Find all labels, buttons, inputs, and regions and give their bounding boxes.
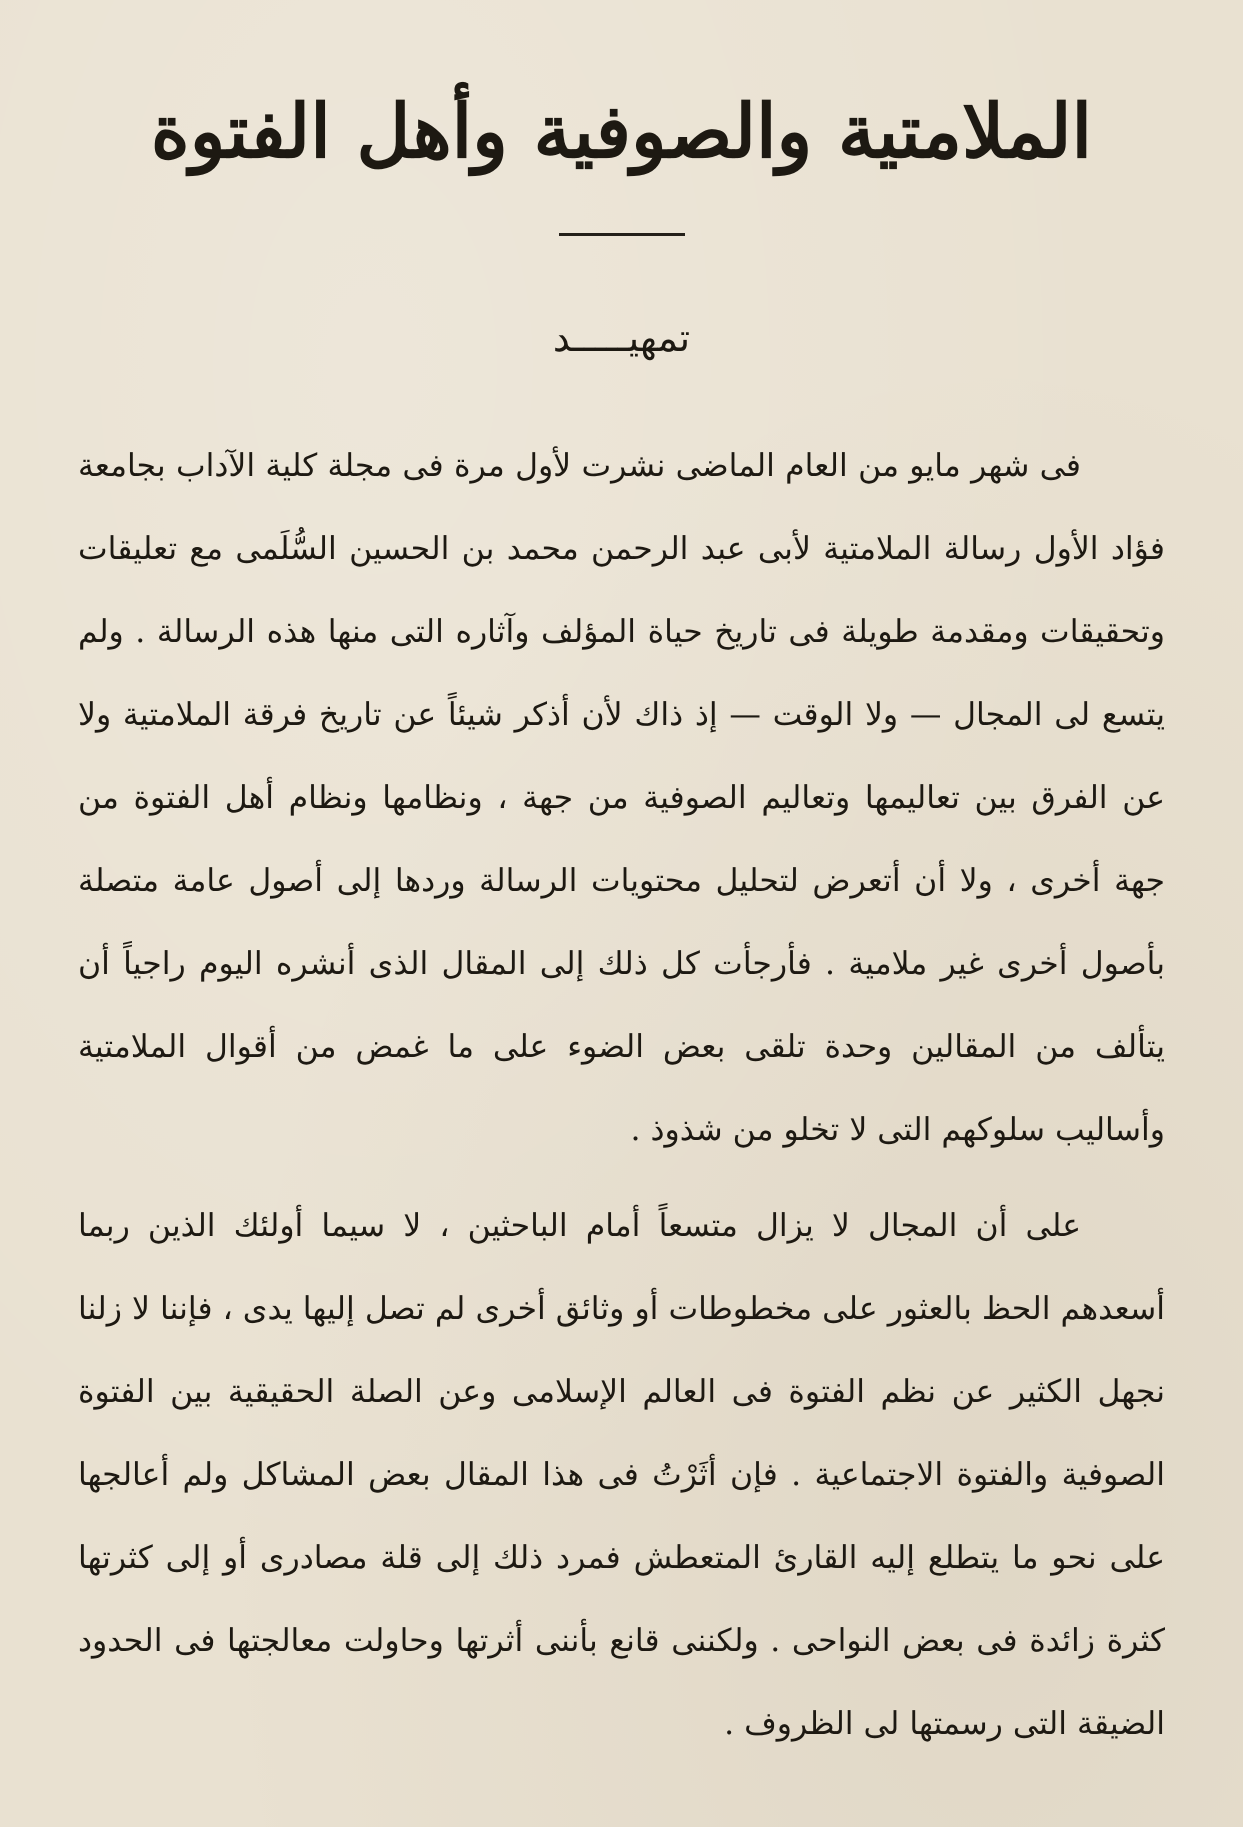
article-title: الملامتية والصوفية وأهل الفتوة bbox=[150, 89, 1093, 175]
paragraph-2: على أن المجال لا يزال متسعاً أمام الباحثين ، لا سيما أولئك الذين ربما أسعدهم الحظ بالعثور على مخطوطات أو وثائق أخرى لم تصل إليها يدى ، فإننا لا زلنا نجهل الكثير عن نظم الفتوة فى العالم الإسلامى وعن الصلة الحقيقية بين الفتوة الصوفية والفتوة الاجتماعية . فإن أثَرْتُ فى هذا المقال بعض المشاكل ولم أعالجها على نحو ما يتطلع إليه القارئ المتعطش فمرد ذلك إلى قلة مصادرى أو إلى كثرتها كثرة زائدة فى بعض النواحى . ولكننى قانع بأننى أثرتها وحاولت معالجتها فى الحدود الضيقة التى رسمتها لى الظروف . bbox=[78, 1208, 1165, 1743]
title-divider bbox=[559, 233, 685, 236]
paragraph-1: فى شهر مايو من العام الماضى نشرت لأول مرة فى مجلة كلية الآداب بجامعة فؤاد الأول رسالة الملامتية لأبى عبد الرحمن محمد بن الحسين السُّلَمى مع تعليقات وتحقيقات ومقدمة طويلة فى تاريخ حياة المؤلف وآثاره التى منها هذه الرسالة . ولم يتسع لى المجال — ولا الوقت — إذ ذاك لأن أذكر شيئاً عن تاريخ فرقة الملامتية ولا عن الفرق بين تعاليمها وتعاليم الصوفية من جهة ، ونظامها ونظام أهل الفتوة من جهة أخرى ، ولا أن أتعرض لتحليل محتويات الرسالة وردها إلى أصول عامة متصلة بأصول أخرى غير ملامية . فأرجأت كل ذلك إلى المقال الذى أنشره اليوم راجياً أن يتألف من المقالين وحدة تلقى بعض الضوء على ما غمض من أقوال الملامتية وأساليب سلوكهم التى لا تخلو من شذوذ . bbox=[78, 448, 1165, 1149]
article-body bbox=[78, 425, 1165, 1766]
section-heading: تمهيـــــد bbox=[552, 315, 691, 360]
